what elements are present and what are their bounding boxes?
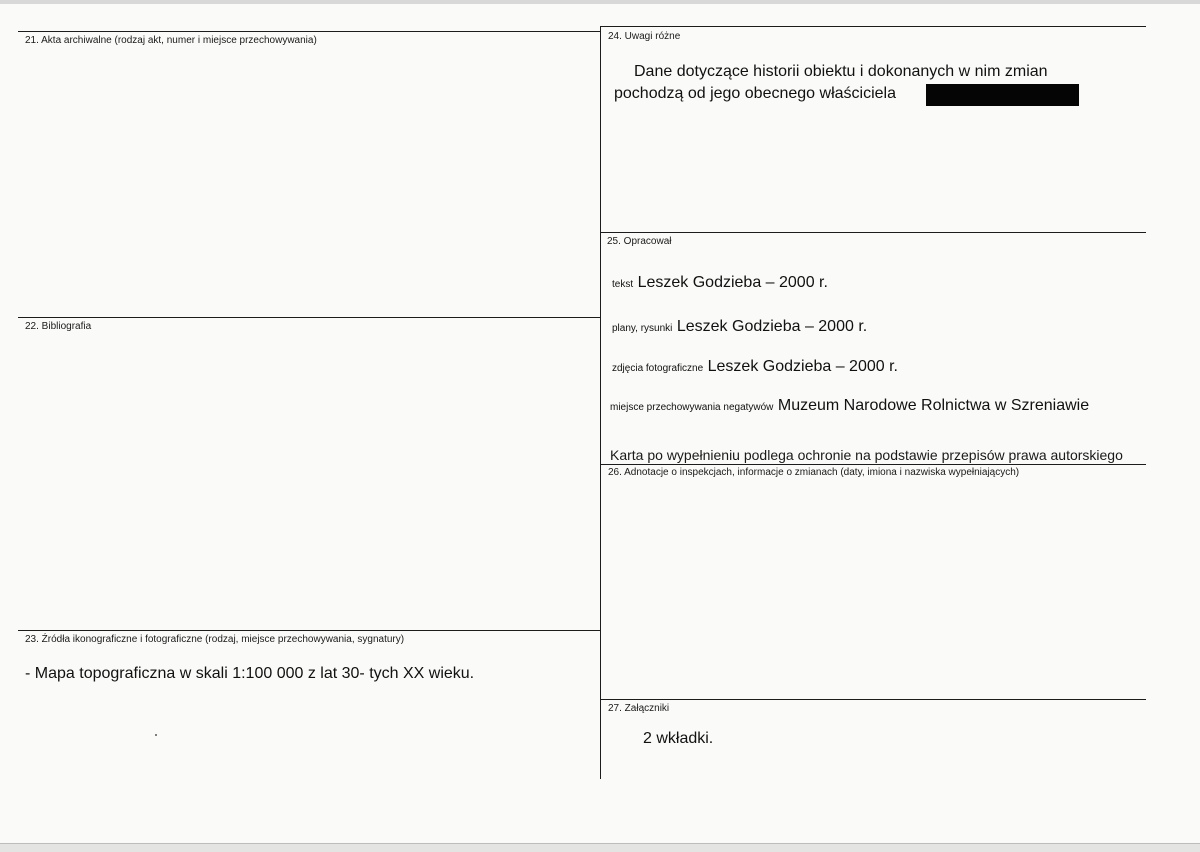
section-23-content: - Mapa topograficzna w skali 1:100 000 z lat 30- tych XX wieku. [25,665,475,682]
divider-top-right [600,26,1146,27]
divider-25-26 [600,464,1146,465]
divider-26-27 [600,699,1146,700]
redaction-bar [926,84,1079,106]
tekst-label: tekst [612,279,634,290]
miejsce-value: Muzeum Narodowe Rolnictwa w Szreniawie [777,397,1090,414]
miejsce-label: miejsce przechowywania negatywów [610,402,774,413]
tekst-value: Leszek Godzieba – 2000 r. [637,274,828,291]
divider-center-vertical [600,26,601,779]
zdjecia-label: zdjęcia fotograficzne [612,363,704,374]
section-24-line1: Dane dotyczące historii obiektu i dokonanych w nim zmian [634,63,1048,80]
row-miejsce [610,396,1089,418]
section-23-label: 23. Źródła ikonograficzne i fotograficzne (rodzaj, miejsce przechowywania, sygnatury) [25,634,405,645]
scan-edge-top [0,0,1200,4]
divider-21-22 [18,317,600,318]
section-27-content: 2 wkładki. [643,730,714,747]
copyright-note: Karta po wypełnieniu podlega ochronie na podstawie przepisów prawa autorskiego [610,447,1123,463]
section-26-label: 26. Adnotacje o inspekcjach, informacje o zmianach (daty, imiona i nazwiska wypełniających) [608,467,1020,478]
divider-22-23 [18,630,600,631]
divider-top-left [18,31,600,32]
row-tekst [612,273,828,295]
row-zdjecia [612,357,898,379]
zdjecia-value: Leszek Godzieba – 2000 r. [707,358,898,375]
section-25-label: 25. Opracował [607,236,672,247]
section-21-label: 21. Akta archiwalne (rodzaj akt, numer i miejsce przechowywania) [25,35,317,46]
section-27-label: 27. Załączniki [608,703,670,714]
section-24-label: 24. Uwagi różne [608,31,681,42]
divider-24-25 [600,232,1146,233]
section-24-line2: pochodzą od jego obecnego właściciela [614,85,896,102]
plany-value: Leszek Godzieba – 2000 r. [676,318,868,335]
scan-speck [155,734,157,736]
row-plany [612,317,867,339]
section-22-label: 22. Bibliografia [25,321,92,332]
plany-label: plany, rysunki [612,323,673,334]
